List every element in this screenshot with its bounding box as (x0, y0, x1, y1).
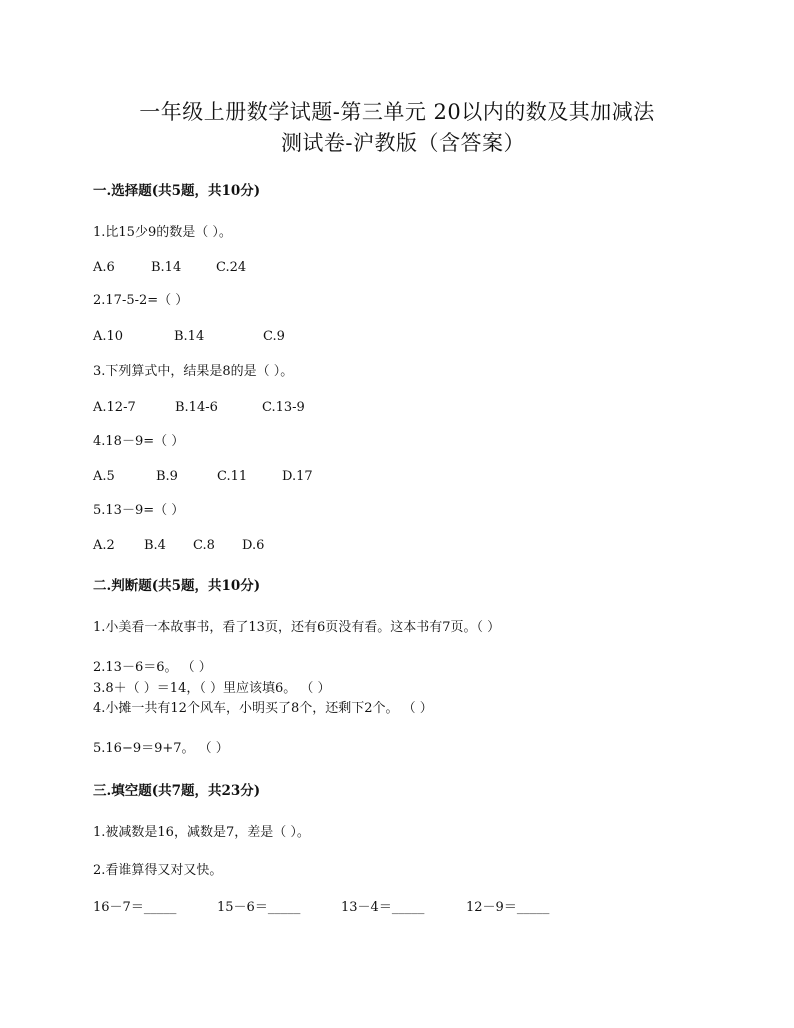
judgement-item: 4.小摊一共有12个风车，小明买了8个，还剩下2个。 （ ） (93, 701, 433, 716)
question-stem: 5.13－9=（ ） (93, 503, 185, 518)
option: B.14-6 (175, 400, 218, 415)
question-stem: 1.比15少9的数是（ ）。 (93, 225, 232, 240)
option: C.24 (216, 260, 247, 275)
option: C.8 (193, 538, 215, 553)
question-stem: 3.下列算式中，结果是8的是（ ）。 (93, 364, 294, 379)
option: A.5 (93, 469, 115, 484)
calc-blank: 15－6＝_____ (217, 900, 301, 915)
judgement-item: 2.13－6＝6。 （ ） (93, 660, 212, 675)
question-stem: 2.17-5-2=（ ） (93, 293, 189, 308)
calc-blank: 13－4＝_____ (341, 900, 425, 915)
option: B.4 (144, 538, 166, 553)
option: C.9 (263, 329, 285, 344)
option: A.6 (93, 260, 115, 275)
fill-in-item: 1.被减数是16，减数是7，差是（ ）。 (93, 825, 310, 840)
document-title-line-1: 一年级上册数学试题-第三单元 20以内的数及其加减法 (139, 100, 655, 124)
option: A.10 (93, 329, 124, 344)
judgement-item: 5.16−9＝9+7。 （ ） (93, 741, 229, 756)
section-heading-choice: 一.选择题(共5题，共10分) (93, 183, 261, 199)
option: B.14 (174, 329, 205, 344)
option: A.12-7 (93, 400, 136, 415)
judgement-item: 1.小美看一本故事书，看了13页，还有6页没有看。这本书有7页。（ ） (93, 620, 501, 635)
option: C.11 (217, 469, 248, 484)
document-title-line-2: 测试卷-沪教版（含答案） (280, 131, 526, 155)
section-heading-judgement: 二.判断题(共5题，共10分) (93, 578, 261, 594)
calc-blank: 12－9＝_____ (466, 900, 550, 915)
option: D.17 (282, 469, 313, 484)
fill-in-item: 2.看谁算得又对又快。 (93, 863, 223, 878)
option: B.9 (156, 469, 178, 484)
calc-blank: 16－7＝_____ (93, 900, 177, 915)
judgement-item: 3.8＋（ ）＝14，（ ）里应该填6。 （ ） (93, 681, 331, 696)
section-heading-fill-in: 三.填空题(共7题，共23分) (93, 783, 261, 799)
option: A.2 (93, 538, 115, 553)
question-stem: 4.18－9=（ ） (93, 434, 185, 449)
option: B.14 (151, 260, 182, 275)
option: C.13-9 (262, 400, 305, 415)
option: D.6 (242, 538, 265, 553)
